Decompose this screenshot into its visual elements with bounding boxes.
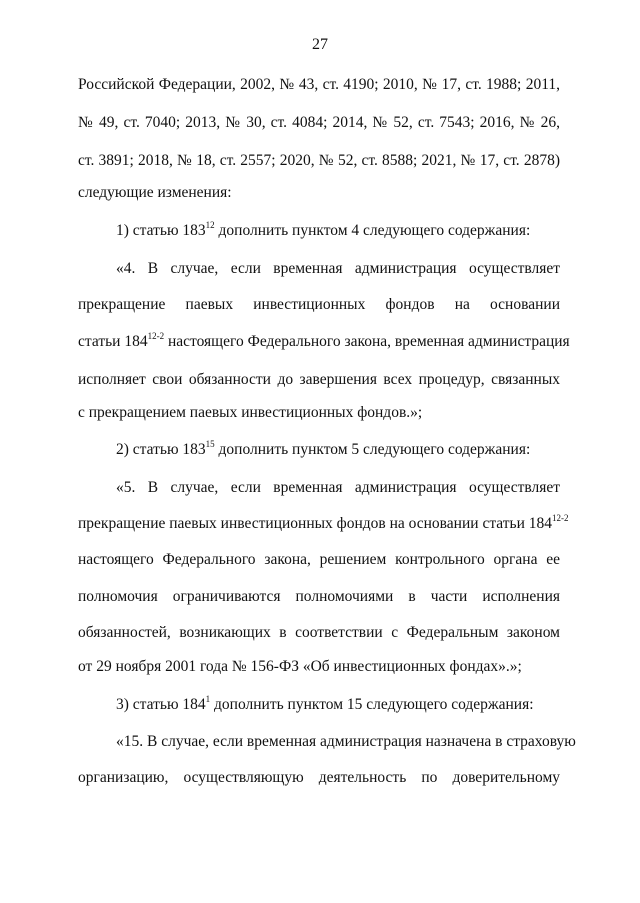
text-line: ст. 3891; 2018, № 18, ст. 2557; 2020, № 52, ст. 8588; 2021, № 17, ст. 2878) <box>78 152 560 169</box>
text-line: организацию, осуществляющую деятельность по доверительному <box>78 769 560 786</box>
text-line <box>116 221 560 241</box>
text-line <box>116 440 560 460</box>
text-line: «15. В случае, если временная администрация назначена в страховую <box>116 733 576 750</box>
page-number: 27 <box>312 36 328 53</box>
text-line <box>116 695 560 715</box>
line-text-end: дополнить пунктом 15 следующего содержания: <box>210 696 534 713</box>
text-line: полномочия ограничиваются полномочиями в части исполнения <box>78 588 560 605</box>
text-line <box>78 512 569 534</box>
line-text-end: настоящего Федерального закона, временная администрация <box>164 333 570 350</box>
text-line: № 49, ст. 7040; 2013, № 30, ст. 4084; 2014, № 52, ст. 7543; 2016, № 26, <box>78 114 560 131</box>
text-line: «4. В случае, если временная администрация осуществляет <box>116 260 560 277</box>
text-line: обязанностей, возникающих в соответствии с Федеральным законом <box>78 624 560 641</box>
text-line <box>78 330 570 352</box>
superscript: 12-2 <box>147 330 165 341</box>
line-text-start: 3) статью 184 <box>116 696 206 713</box>
text-line: от 29 ноября 2001 года № 156-ФЗ «Об инвестиционных фондах».»; <box>78 658 522 675</box>
text-line: исполняет свои обязанности до завершения всех процедур, связанных <box>78 371 560 388</box>
text-line: «5. В случае, если временная администрация осуществляет <box>116 479 560 496</box>
superscript: 1 <box>205 693 211 704</box>
line-text-end: дополнить пунктом 4 следующего содержания: <box>214 222 531 239</box>
text-line: прекращение паевых инвестиционных фондов на основании <box>78 296 560 313</box>
line-text-start: 1) статью 183 <box>116 222 206 239</box>
superscript: 15 <box>205 438 215 449</box>
superscript: 12-2 <box>552 512 569 523</box>
line-text-start: прекращение паевых инвестиционных фондов на основании статьи 184 <box>78 515 553 532</box>
line-text-start: статьи 184 <box>78 333 148 350</box>
superscript: 12 <box>205 219 215 230</box>
text-line: Российской Федерации, 2002, № 43, ст. 4190; 2010, № 17, ст. 1988; 2011, <box>78 76 560 93</box>
text-line: настоящего Федерального закона, решением контрольного органа ее <box>78 551 560 568</box>
text-line: следующие изменения: <box>78 184 232 201</box>
text-line: с прекращением паевых инвестиционных фондов.»; <box>78 404 423 421</box>
line-text-end: дополнить пунктом 5 следующего содержания: <box>214 441 531 458</box>
line-text-start: 2) статью 183 <box>116 441 206 458</box>
